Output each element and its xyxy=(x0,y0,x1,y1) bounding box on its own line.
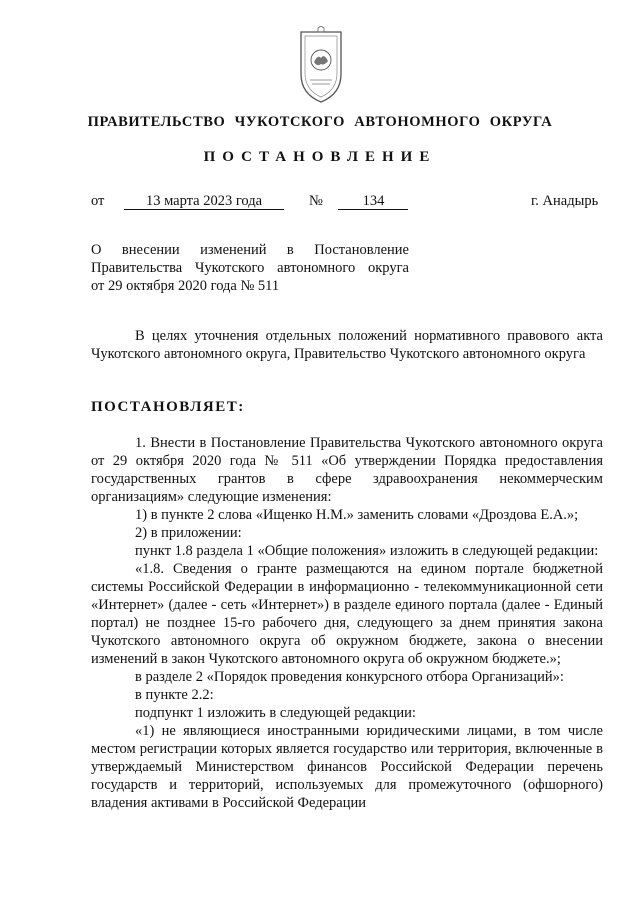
number-line xyxy=(309,192,408,210)
date-line xyxy=(91,192,284,210)
number-prefix: № xyxy=(309,193,323,209)
paragraph: 2) в приложении: xyxy=(135,525,242,541)
preamble-block xyxy=(91,327,603,363)
preamble-text: В целях уточнения отдельных положений нормативного правового акта Чукотского автономного округа, Правительство Чукотского автономного округа xyxy=(91,328,603,362)
paragraph: пункт 1.8 раздела 1 «Общие положения» изложить в следующей редакции: xyxy=(135,543,599,559)
decree-heading: ПОСТАНОВЛЯЕТ: xyxy=(91,399,245,415)
paragraph: подпункт 1 изложить в следующей редакции: xyxy=(135,705,416,721)
paragraph: 1. Внести в Постановление Правительства Чукотского автономного округа от 29 октября 2020 года № 511 «Об утверждении Порядка предоставления государственных грантов в сфере здравоохранения некоммерческим организациям» следующие изменения: xyxy=(91,435,603,505)
government-title: ПРАВИТЕЛЬСТВО ЧУКОТСКОГО АВТОНОМНОГО ОКРУГА xyxy=(87,114,553,130)
decree-body xyxy=(91,434,603,812)
document-number: 134 xyxy=(338,192,408,210)
date-prefix: от xyxy=(91,193,105,209)
subject-line: Правительства Чукотского автономного округа xyxy=(91,260,409,276)
paragraph: в пункте 2.2: xyxy=(135,687,214,703)
subject-line: от 29 октября 2020 года № 511 xyxy=(91,278,280,294)
paragraph: «1) не являющиеся иностранными юридическими лицами, в том числе местом регистрации которых является государство или территория, включенные в утверждаемый Министерством финансов Российской Федерации перечень государств и территорий, используемых для промежуточного (офшорного) владения активами в Российской Федерации xyxy=(91,723,603,811)
document-date: 13 марта 2023 года xyxy=(124,192,284,210)
paragraph: в разделе 2 «Порядок проведения конкурсного отбора Организаций»: xyxy=(135,669,564,685)
coat-of-arms-emblem xyxy=(298,26,344,104)
document-type-title: ПОСТАНОВЛЕНИЕ xyxy=(203,149,437,165)
paragraph: «1.8. Сведения о гранте размещаются на едином портале бюджетной системы Российской Федерации в информационно - телекоммуникационной сети «Интернет» (далее - сеть «Интернет») в разделе единого портала (далее - Единый портал) не позднее 15-го рабочего дня, следующего за днем принятия закона Чукотского автономного округа об окружном бюджете, закона о внесении изменений в закон Чукотского автономного округа об окружном бюджете.»; xyxy=(91,561,603,667)
city-name: г. Анадырь xyxy=(531,193,599,209)
paragraph: 1) в пункте 2 слова «Ищенко Н.М.» заменить словами «Дроздова Е.А.»; xyxy=(135,507,579,523)
document-subject xyxy=(91,241,409,295)
subject-line: О внесении изменений в Постановление xyxy=(91,242,409,258)
